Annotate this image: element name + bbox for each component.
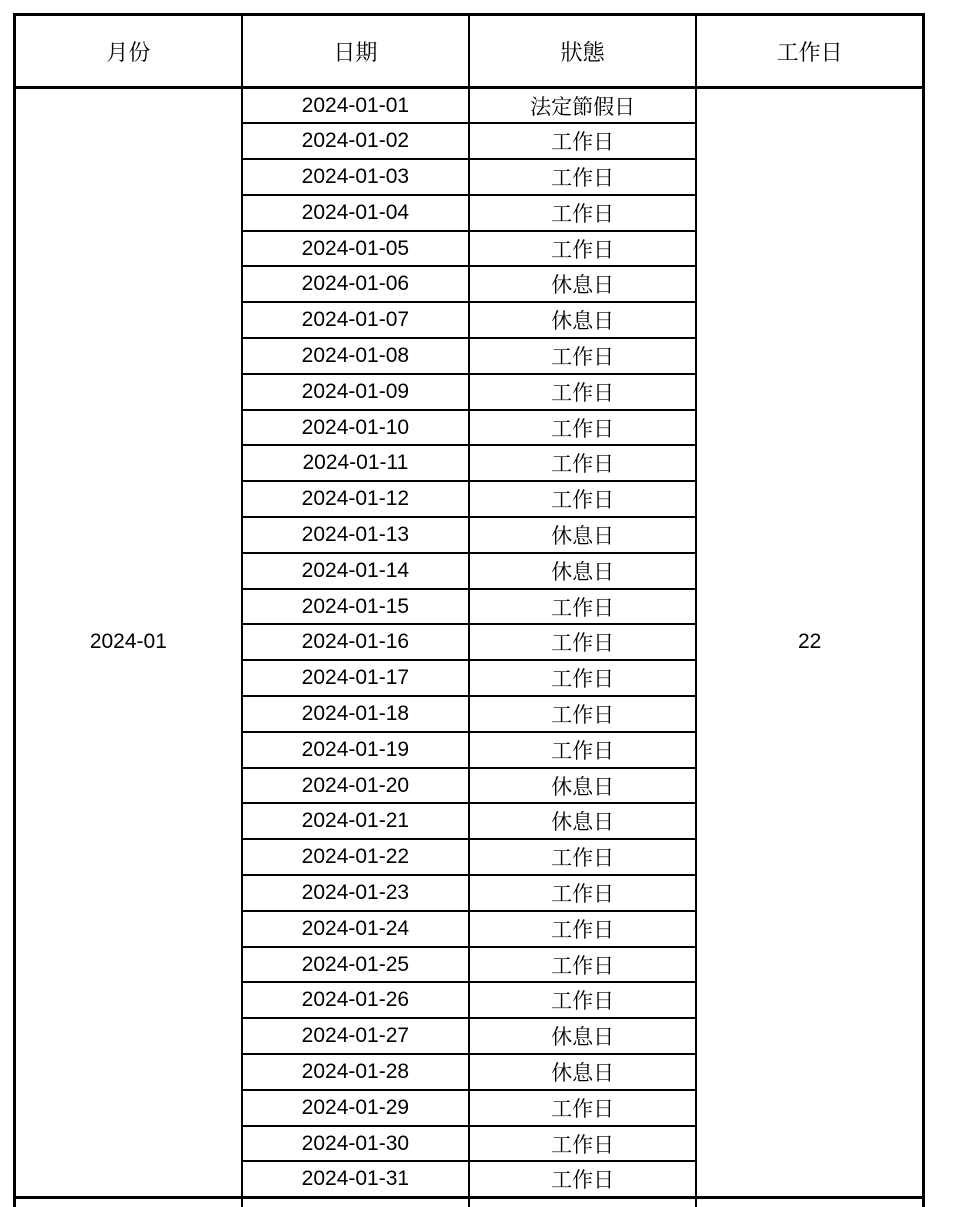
date-cell: 2024-01-10 [242, 410, 469, 446]
status-cell: 工作日 [469, 696, 696, 732]
status-cell: 法定節假日 [469, 88, 696, 124]
status-cell: 休息日 [469, 266, 696, 302]
next-date-cell [242, 1197, 469, 1207]
status-cell: 休息日 [469, 768, 696, 804]
date-cell: 2024-01-11 [242, 445, 469, 481]
date-cell: 2024-01-19 [242, 732, 469, 768]
date-cell: 2024-01-30 [242, 1126, 469, 1162]
status-cell: 工作日 [469, 1126, 696, 1162]
header-status: 狀態 [469, 15, 696, 88]
status-cell: 工作日 [469, 123, 696, 159]
date-cell: 2024-01-28 [242, 1054, 469, 1090]
status-cell: 工作日 [469, 481, 696, 517]
date-cell: 2024-01-27 [242, 1018, 469, 1054]
status-cell: 工作日 [469, 374, 696, 410]
status-cell: 工作日 [469, 660, 696, 696]
date-cell: 2024-01-25 [242, 947, 469, 983]
date-cell: 2024-01-21 [242, 803, 469, 839]
next-month-group-cutoff-row [15, 1197, 924, 1207]
date-cell: 2024-01-12 [242, 481, 469, 517]
date-cell: 2024-01-05 [242, 231, 469, 267]
next-workdays-cell [696, 1197, 923, 1207]
date-cell: 2024-01-18 [242, 696, 469, 732]
date-cell: 2024-01-22 [242, 839, 469, 875]
date-cell: 2024-01-04 [242, 195, 469, 231]
date-cell: 2024-01-20 [242, 768, 469, 804]
status-cell: 工作日 [469, 231, 696, 267]
date-cell: 2024-01-24 [242, 911, 469, 947]
status-cell: 工作日 [469, 589, 696, 625]
month-cell: 2024-01 [15, 88, 242, 1198]
header-row [15, 15, 924, 88]
status-cell: 工作日 [469, 159, 696, 195]
workday-calendar-table [13, 13, 925, 1207]
status-cell: 工作日 [469, 947, 696, 983]
status-cell: 休息日 [469, 553, 696, 589]
date-cell: 2024-01-01 [242, 88, 469, 124]
status-cell: 工作日 [469, 624, 696, 660]
date-cell: 2024-01-02 [242, 123, 469, 159]
date-cell: 2024-01-16 [242, 624, 469, 660]
table-row [15, 88, 924, 124]
date-cell: 2024-01-08 [242, 338, 469, 374]
status-cell: 休息日 [469, 1054, 696, 1090]
status-cell: 工作日 [469, 982, 696, 1018]
status-cell: 工作日 [469, 875, 696, 911]
table-header [15, 15, 924, 88]
status-cell: 工作日 [469, 911, 696, 947]
status-cell: 休息日 [469, 517, 696, 553]
date-cell: 2024-01-31 [242, 1161, 469, 1197]
date-cell: 2024-01-07 [242, 302, 469, 338]
status-cell: 休息日 [469, 803, 696, 839]
date-cell: 2024-01-29 [242, 1090, 469, 1126]
date-cell: 2024-01-15 [242, 589, 469, 625]
status-cell: 工作日 [469, 338, 696, 374]
status-cell: 工作日 [469, 732, 696, 768]
status-cell: 工作日 [469, 410, 696, 446]
date-cell: 2024-01-14 [242, 553, 469, 589]
header-date: 日期 [242, 15, 469, 88]
header-month: 月份 [15, 15, 242, 88]
status-cell: 休息日 [469, 302, 696, 338]
date-cell: 2024-01-06 [242, 266, 469, 302]
status-cell: 工作日 [469, 1090, 696, 1126]
table-body [15, 88, 924, 1207]
date-cell: 2024-01-23 [242, 875, 469, 911]
date-cell: 2024-01-13 [242, 517, 469, 553]
status-cell: 工作日 [469, 195, 696, 231]
date-cell: 2024-01-09 [242, 374, 469, 410]
date-cell: 2024-01-03 [242, 159, 469, 195]
header-workdays: 工作日 [696, 15, 923, 88]
status-cell: 工作日 [469, 445, 696, 481]
status-cell: 工作日 [469, 1161, 696, 1197]
date-cell: 2024-01-26 [242, 982, 469, 1018]
status-cell: 休息日 [469, 1018, 696, 1054]
date-cell: 2024-01-17 [242, 660, 469, 696]
next-status-cell [469, 1197, 696, 1207]
status-cell: 工作日 [469, 839, 696, 875]
workdays-cell: 22 [696, 88, 923, 1198]
next-month-cell [15, 1197, 242, 1207]
